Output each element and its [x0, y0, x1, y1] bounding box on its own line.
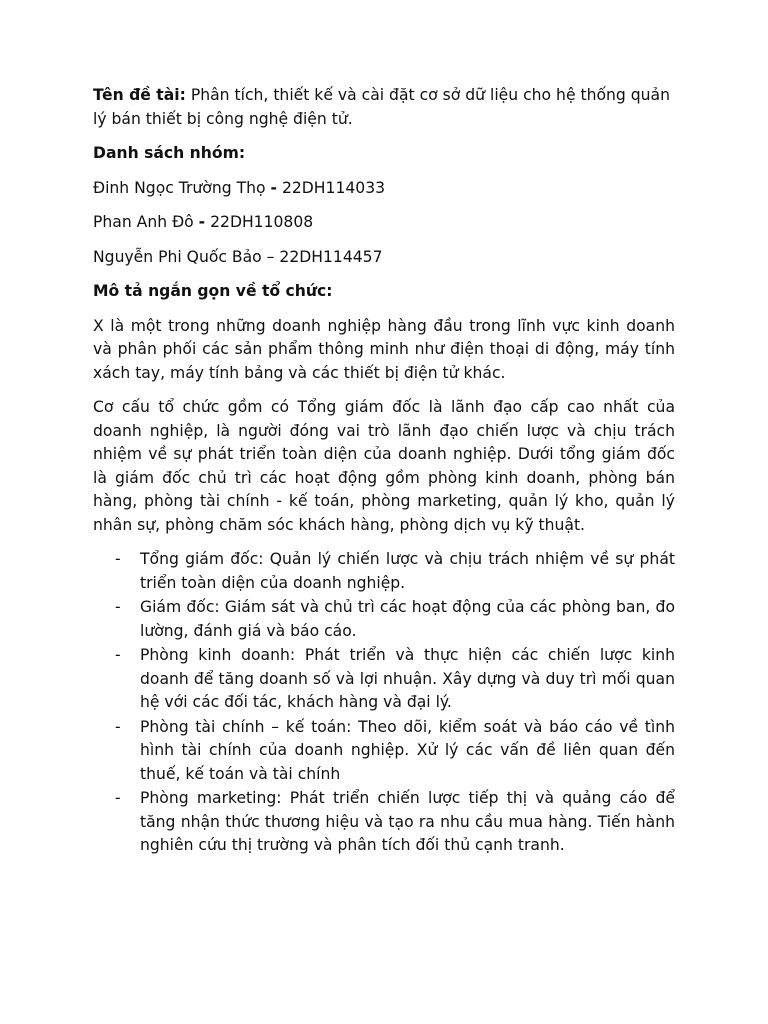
role-text: Giám đốc: Giám sát và chủ trì các hoạt động của các phòng ban, đo lường, đánh giá và báo cáo. — [140, 598, 675, 640]
role-text: Phòng tài chính – kế toán: Theo dõi, kiểm soát và báo cáo về tình hình tài chính của doanh nghiệp. Xử lý các vấn đề liên quan đến thuế, kế toán và tài chính — [140, 717, 675, 783]
group-member — [93, 246, 675, 270]
org-intro-paragraph: X là một trong những doanh nghiệp hàng đầu trong lĩnh vực kinh doanh và phân phối các sản phẩm thông minh như điện thoại di động, máy tính xách tay, máy tính bảng và các thiết bị điện tử khác. — [93, 316, 675, 382]
roles-list — [93, 548, 675, 858]
topic-label: Tên đề tài: — [93, 86, 186, 104]
member-name: Nguyễn Phi Quốc Bảo — [93, 247, 267, 266]
member-name: Đinh Ngọc Trường Thọ — [93, 178, 271, 197]
member-name: Phan Anh Đô — [93, 213, 199, 231]
member-separator: - — [270, 178, 277, 197]
group-member — [93, 177, 675, 201]
role-text: Tổng giám đốc: Quản lý chiến lược và chịu trách nhiệm về sự phát triển toàn diện của doanh nghiệp. — [140, 550, 675, 592]
list-item — [93, 716, 675, 787]
topic-text: Phân tích, thiết kế và cài đặt cơ sở dữ liệu cho hệ thống quản lý bán thiết bị công nghệ điện tử. — [93, 86, 670, 128]
member-id: 22DH110808 — [205, 213, 314, 231]
bullet-dash: - — [115, 789, 121, 807]
member-separator: – — [266, 247, 275, 266]
bullet-dash: - — [115, 598, 121, 616]
role-text: Phòng kinh doanh: Phát triển và thực hiện các chiến lược kinh doanh để tăng doanh số và lợi nhuận. Xây dựng và duy trì mối quan hệ với các đối tác, khách hàng và đại lý. — [140, 646, 675, 711]
org-structure-paragraph: Cơ cấu tổ chức gồm có Tổng giám đốc là lãnh đạo cấp cao nhất của doanh nghiệp, là người đóng vai trò lãnh đạo chiến lược và chịu trách nhiệm về sự phát triển toàn diện của doanh nghiệp. Dưới tổng giám đốc là giám đốc chủ trì các hoạt động gồm phòng kinh doanh, phòng bán hàng, phòng tài chính - kế toán, phòng marketing, quản lý kho, quản lý nhân sự, phòng chăm sóc khách hàng, phòng dịch vụ kỹ thuật. — [93, 398, 675, 534]
bullet-dash: - — [115, 550, 121, 568]
list-item — [93, 787, 675, 858]
bullet-dash: - — [115, 646, 121, 664]
org-heading: Mô tả ngắn gọn về tổ chức: — [93, 282, 333, 300]
group-member — [93, 211, 675, 235]
list-item — [93, 596, 675, 643]
role-text: Phòng marketing: Phát triển chiến lược tiếp thị và quảng cáo để tăng nhận thức thương hiệu và tạo ra nhu cầu mua hàng. Tiến hành nghiên cứu thị trường và phân tích đối thủ cạnh tranh. — [140, 789, 675, 854]
member-id: 22DH114033 — [276, 178, 386, 197]
topic-paragraph — [93, 84, 675, 131]
document-page — [93, 84, 675, 859]
member-id: 22DH114457 — [274, 247, 383, 266]
member-separator: - — [198, 213, 206, 231]
list-item — [93, 548, 675, 595]
group-heading: Danh sách nhóm: — [93, 144, 246, 162]
list-item — [93, 644, 675, 715]
bullet-dash: - — [115, 717, 121, 736]
